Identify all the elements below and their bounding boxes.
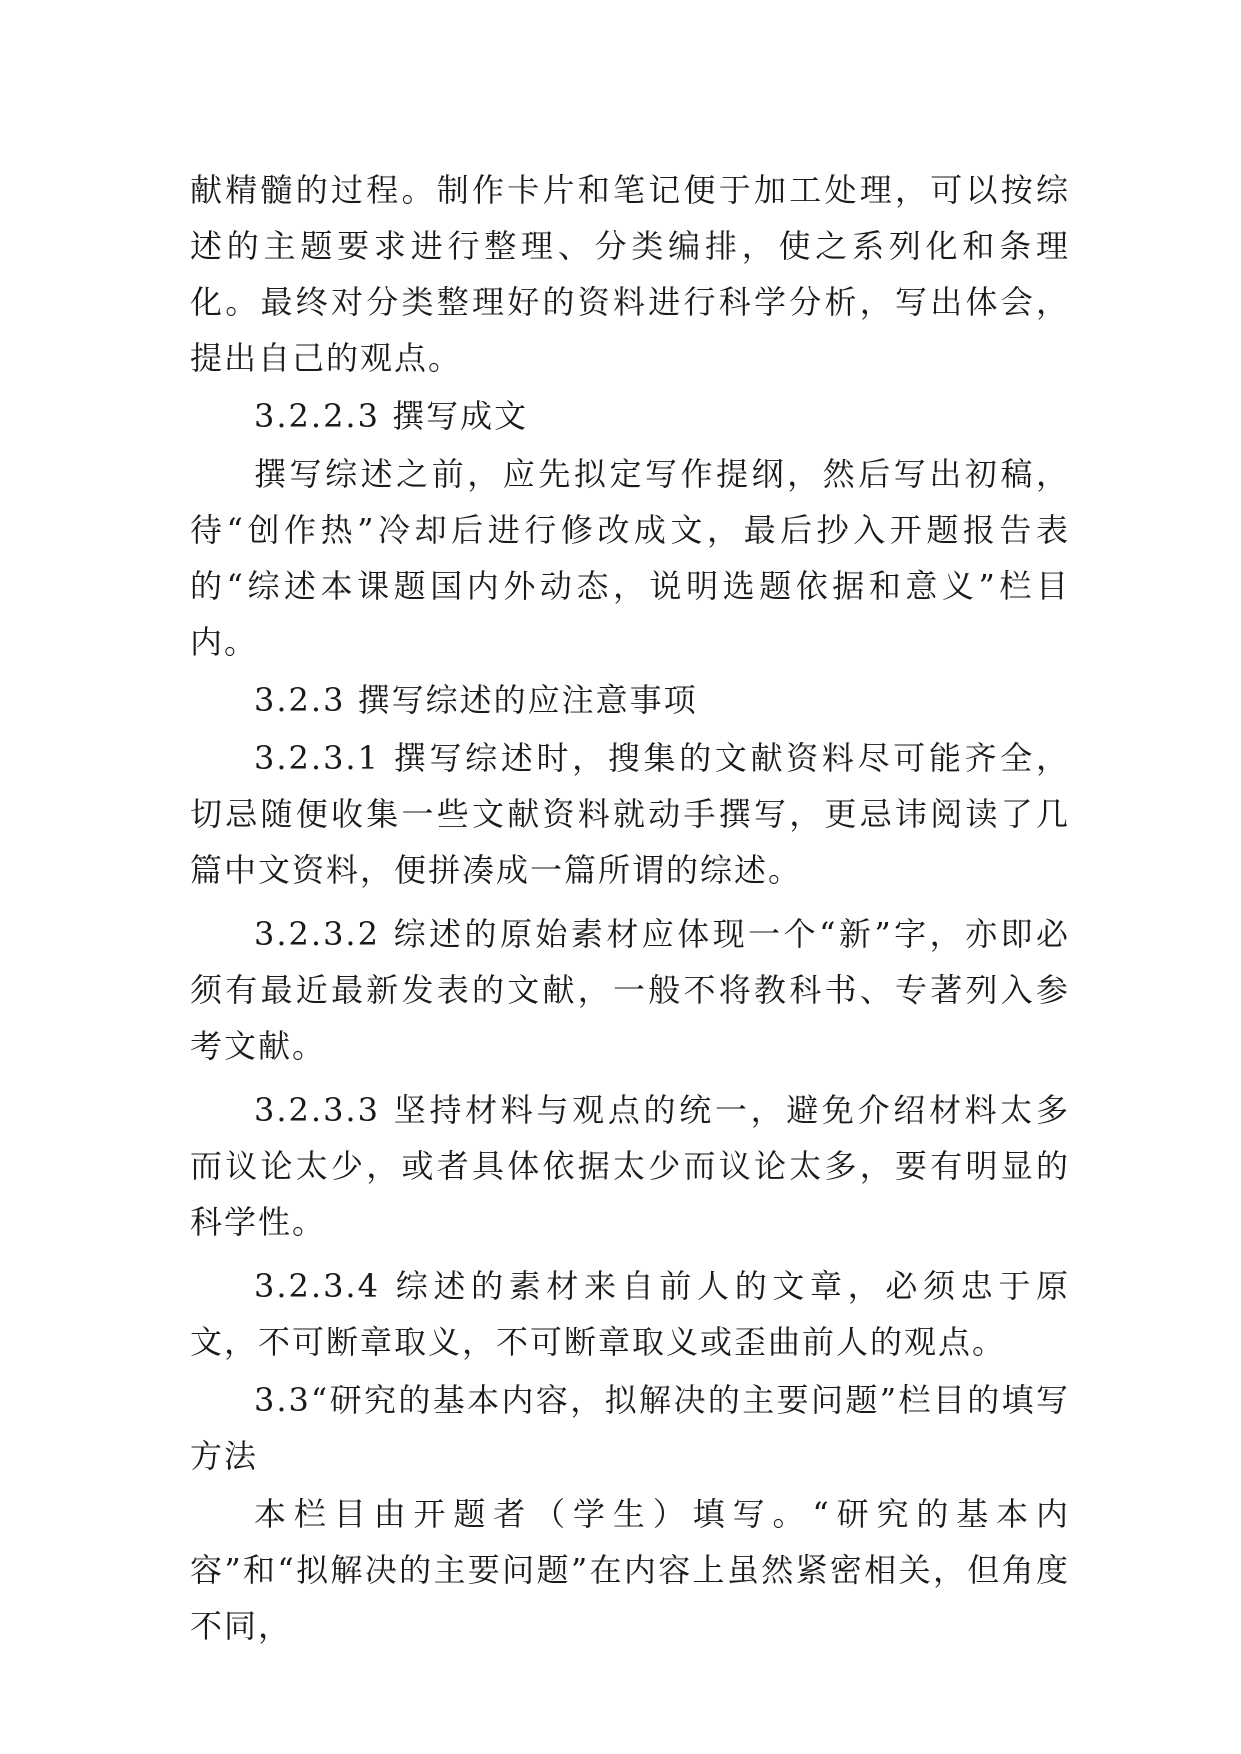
paragraph-continuation: 献精髓的过程。制作卡片和笔记便于加工处理，可以按综述的主题要求进行整理、分类编排，使之系列化和条理化。最终对分类整理好的资料进行科学分析，写出体会，提出自己的观点。 [190, 171, 1070, 377]
section-heading-3-3: 3.3“研究的基本内容，拟解决的主要问题”栏目的填写方法 [190, 1381, 1070, 1475]
section-heading-3-2-3: 3.2.3 撰写综述的应注意事项 [254, 681, 698, 719]
paragraph-writing-draft: 撰写综述之前，应先拟定写作提纲，然后写出初稿，待“创作热”冷却后进行修改成文，最后抄入开题报告表的“综述本课题国内外动态，说明选题依据和意义”栏目内。 [190, 455, 1070, 661]
section-heading-3-2-2-3: 3.2.2.3 撰写成文 [254, 397, 529, 435]
paragraph-3-2-3-1: 3.2.3.1 撰写综述时，搜集的文献资料尽可能齐全，切忌随便收集一些文献资料就动手撰写，更忌讳阅读了几篇中文资料，便拼凑成一篇所谓的综述。 [190, 739, 1070, 889]
paragraph-3-2-3-4: 3.2.3.4 综述的素材来自前人的文章，必须忠于原文，不可断章取义，不可断章取义或歪曲前人的观点。 [190, 1267, 1070, 1361]
document-body [190, 162, 1070, 1654]
paragraph-3-3-body: 本栏目由开题者（学生）填写。“研究的基本内容”和“拟解决的主要问题”在内容上虽然紧密相关，但角度不同， [190, 1495, 1070, 1645]
paragraph-3-2-3-3: 3.2.3.3 坚持材料与观点的统一，避免介绍材料太多而议论太少，或者具体依据太少而议论太多，要有明显的科学性。 [190, 1091, 1070, 1241]
paragraph-3-2-3-2: 3.2.3.2 综述的原始素材应体现一个“新”字，亦即必须有最近最新发表的文献，一般不将教科书、专著列入参考文献。 [190, 915, 1070, 1065]
